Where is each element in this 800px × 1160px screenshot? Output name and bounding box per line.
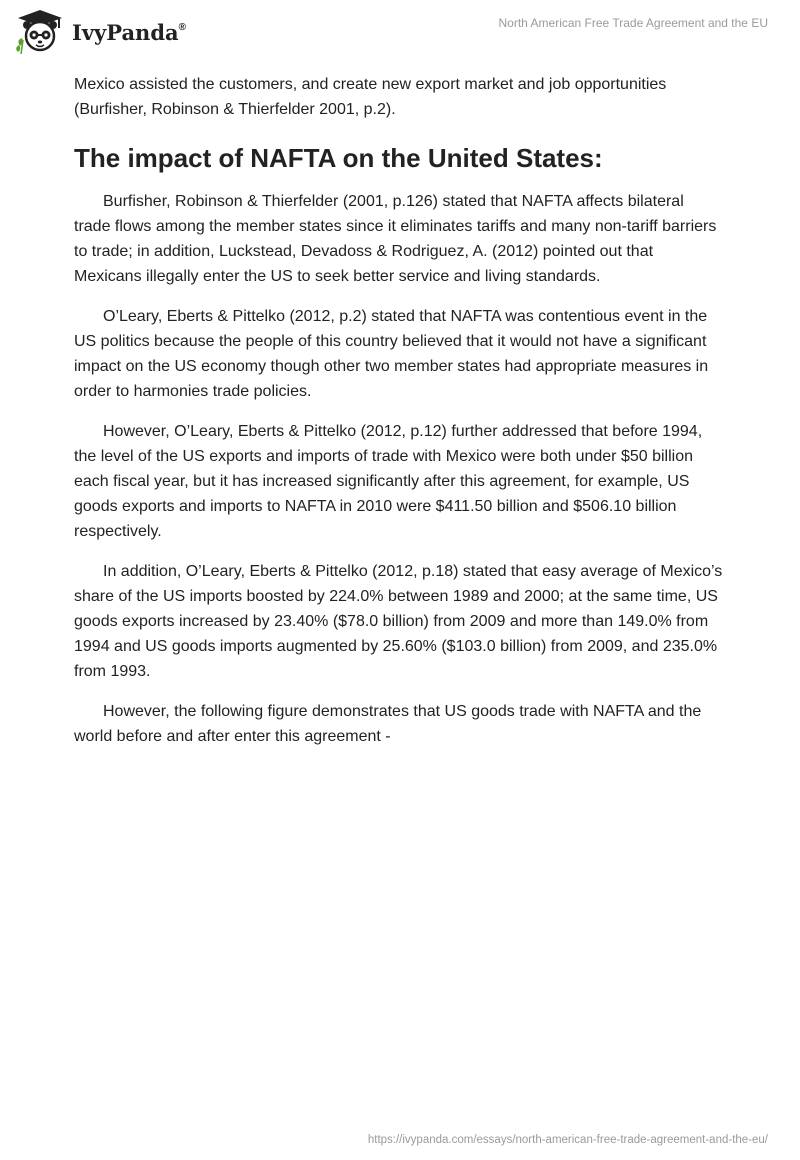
ivypanda-logo[interactable]	[14, 8, 186, 56]
registered-mark: ®	[178, 21, 186, 33]
essay-body	[74, 72, 724, 764]
section-heading: The impact of NAFTA on the United States:	[74, 143, 603, 173]
source-url[interactable]: https://ivypanda.com/essays/north-american-free-trade-agreement-and-the-eu/	[367, 1134, 768, 1146]
body-paragraph-1: Burfisher, Robinson & Thierfelder (2001, p.126) stated that NAFTA affects bilateral trade flows among the member states since it eliminates tariffs and many non-tariff barriers to trade; in addition, Luckstead, Devadoss & Rodriguez, A. (2012) pointed out that Mexicans illegally enter the US to seek better service and living standards.	[74, 193, 717, 285]
body-paragraph-2: O’Leary, Eberts & Pittelko (2012, p.2) stated that NAFTA was contentious event in the US politics because the people of this country believed that it would not have a significant impact on the US economy though other two member states had appropriate measures in order to harmonies trade policies.	[74, 308, 709, 400]
body-paragraph-5: However, the following figure demonstrates that US goods trade with NAFTA and the world before and after enter this agreement -	[74, 703, 702, 745]
panda-graduate-icon	[14, 8, 66, 56]
document-title: North American Free Trade Agreement and the EU	[498, 16, 768, 30]
logo-wordmark: IvyPanda®	[72, 19, 186, 45]
body-paragraph-4: In addition, O’Leary, Eberts & Pittelko (2012, p.18) stated that easy average of Mexico’s share of the US imports boosted by 224.0% between 1989 and 2000; at the same time, US goods exports increased by 23.40% ($78.0 billion) from 2009 and more than 149.0% from 1994 and US goods imports augmented by 25.60% ($103.0 billion) from 2009, and 235.0% from 1993.	[74, 563, 723, 680]
body-paragraph-3: However, O’Leary, Eberts & Pittelko (2012, p.12) further addressed that before 1994, the level of the US exports and imports of trade with Mexico were both under $50 billion each fiscal year, but it has increased significantly after this agreement, for example, US goods exports and imports to NAFTA in 2010 were $411.50 billion and $506.10 billion respectively.	[74, 423, 703, 540]
intro-paragraph: Mexico assisted the customers, and create new export market and job opportunities (Burfisher, Robinson & Thierfelder 2001, p.2).	[74, 76, 667, 118]
page-header	[0, 0, 800, 64]
